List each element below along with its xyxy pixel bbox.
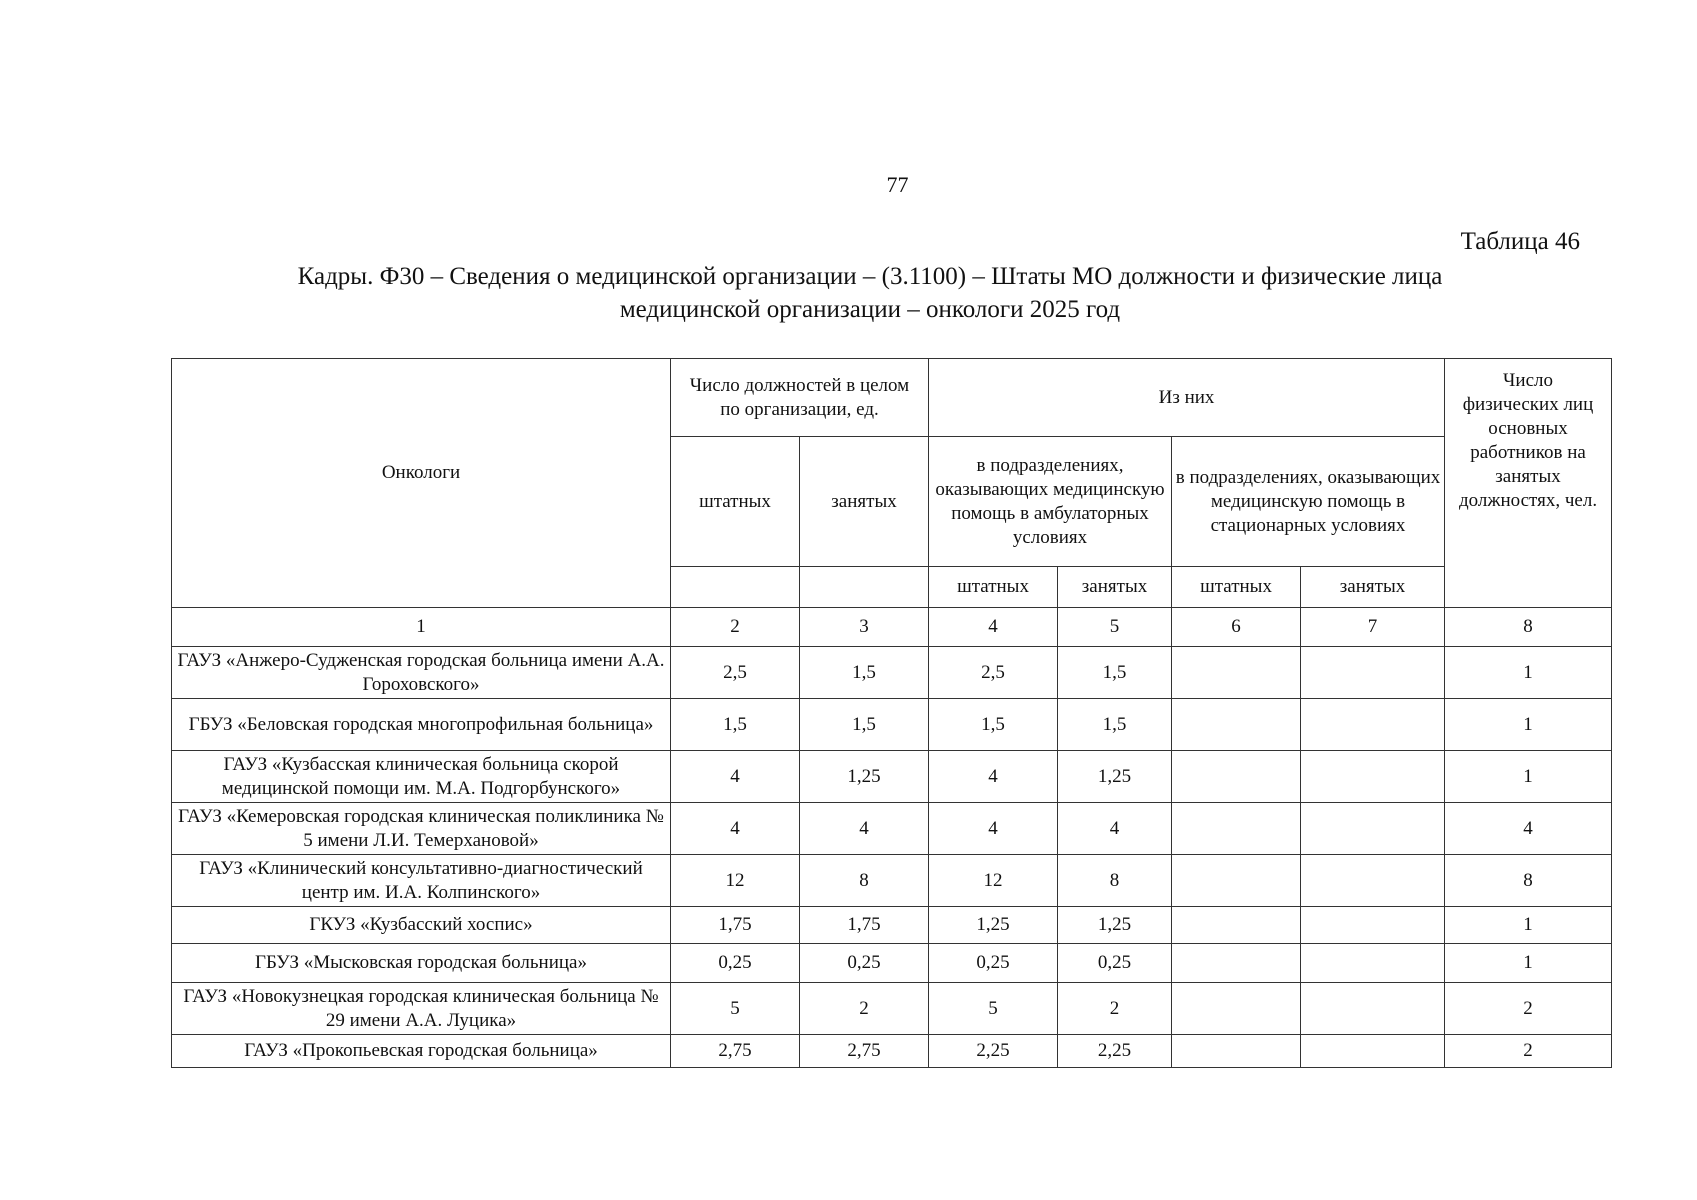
header-occupied: занятых (800, 437, 929, 567)
row-cell: 2 (1445, 1035, 1612, 1068)
row-cell: 1 (1445, 944, 1612, 983)
row-organization: ГБУЗ «Мысковская городская больница» (172, 944, 671, 983)
title-line-1: Кадры. Ф30 – Сведения о медицинской организации – (3.1100) – Штаты МО должности и физические лица (297, 263, 1443, 290)
table-row (172, 855, 1612, 907)
header-inpatient: в подразделениях, оказывающих медицинскую помощь в стационарных условиях (1172, 437, 1445, 567)
row-cell: 1,75 (800, 907, 929, 944)
row-cell: 2,25 (1058, 1035, 1172, 1068)
table-title (170, 260, 1570, 326)
row-cell: 1,25 (1058, 907, 1172, 944)
header-amb-staff: штатных (929, 567, 1058, 608)
row-cell (1172, 803, 1301, 855)
row-cell: 0,25 (800, 944, 929, 983)
title-line-2: медицинской организации – онкологи 2025 год (619, 296, 1121, 323)
row-cell: 1,5 (800, 699, 929, 751)
row-cell: 2,25 (929, 1035, 1058, 1068)
row-cell (1301, 751, 1445, 803)
column-number: 5 (1058, 608, 1172, 647)
table-row (172, 699, 1612, 751)
table-row (172, 907, 1612, 944)
row-cell: 4 (671, 803, 800, 855)
row-cell: 4 (671, 751, 800, 803)
row-cell (1172, 944, 1301, 983)
row-organization: ГАУЗ «Кузбасская клиническая больница скорой медицинской помощи им. М.А. Подгорбунского» (172, 751, 671, 803)
row-cell (1172, 983, 1301, 1035)
row-cell: 5 (929, 983, 1058, 1035)
row-cell (1301, 803, 1445, 855)
row-cell: 1,5 (671, 699, 800, 751)
row-cell: 1,5 (929, 699, 1058, 751)
table-row (172, 751, 1612, 803)
row-cell (1301, 855, 1445, 907)
row-cell: 4 (929, 803, 1058, 855)
table-row (172, 1035, 1612, 1068)
row-cell (1301, 1035, 1445, 1068)
row-cell: 2,75 (671, 1035, 800, 1068)
header-positions-group: Число должностей в целом по организации, ед. (671, 359, 929, 437)
column-number: 6 (1172, 608, 1301, 647)
row-cell: 4 (929, 751, 1058, 803)
column-number: 4 (929, 608, 1058, 647)
row-cell: 8 (1445, 855, 1612, 907)
row-cell (1172, 699, 1301, 751)
row-cell: 2,75 (800, 1035, 929, 1068)
row-cell: 2 (800, 983, 929, 1035)
header-amb-occupied: занятых (1058, 567, 1172, 608)
header-empty-cell (671, 567, 800, 608)
row-cell: 12 (929, 855, 1058, 907)
header-empty-cell (800, 567, 929, 608)
header-ambulatory: в подразделениях, оказывающих медицинскую помощь в амбулаторных условиях (929, 437, 1172, 567)
row-cell: 1 (1445, 699, 1612, 751)
table-row (172, 803, 1612, 855)
header-oncologists: Онкологи (172, 359, 671, 608)
row-cell (1301, 647, 1445, 699)
row-cell: 1 (1445, 751, 1612, 803)
row-organization: ГБУЗ «Беловская городская многопрофильная больница» (172, 699, 671, 751)
row-cell: 4 (1058, 803, 1172, 855)
row-cell: 1,25 (929, 907, 1058, 944)
row-cell (1301, 983, 1445, 1035)
table-row (172, 944, 1612, 983)
row-cell (1301, 699, 1445, 751)
row-organization: ГКУЗ «Кузбасский хоспис» (172, 907, 671, 944)
row-cell: 1 (1445, 907, 1612, 944)
row-cell: 4 (1445, 803, 1612, 855)
row-cell: 8 (1058, 855, 1172, 907)
row-cell (1301, 907, 1445, 944)
table-label: Таблица 46 (1460, 228, 1580, 255)
row-cell: 1,25 (1058, 751, 1172, 803)
row-organization: ГАУЗ «Кемеровская городская клиническая поликлиника № 5 имени Л.И. Темерхановой» (172, 803, 671, 855)
row-organization: ГАУЗ «Анжеро-Судженская городская больница имени А.А. Гороховского» (172, 647, 671, 699)
row-cell: 1,25 (800, 751, 929, 803)
row-cell: 1,5 (1058, 647, 1172, 699)
row-organization: ГАУЗ «Новокузнецкая городская клиническая больница № 29 имени А.А. Луцика» (172, 983, 671, 1035)
header-inp-staff: штатных (1172, 567, 1301, 608)
row-cell: 2,5 (929, 647, 1058, 699)
column-number: 8 (1445, 608, 1612, 647)
row-cell: 12 (671, 855, 800, 907)
row-cell: 0,25 (1058, 944, 1172, 983)
row-cell: 2 (1058, 983, 1172, 1035)
row-cell: 1,5 (1058, 699, 1172, 751)
staff-table (171, 358, 1612, 1068)
row-cell (1172, 855, 1301, 907)
column-number: 3 (800, 608, 929, 647)
column-number: 2 (671, 608, 800, 647)
table-row (172, 983, 1612, 1035)
row-cell (1172, 647, 1301, 699)
header-of-them: Из них (929, 359, 1445, 437)
row-organization: ГАУЗ «Клинический консультативно-диагностический центр им. И.А. Колпинского» (172, 855, 671, 907)
row-cell: 1 (1445, 647, 1612, 699)
row-cell: 8 (800, 855, 929, 907)
column-number: 7 (1301, 608, 1445, 647)
row-cell (1172, 751, 1301, 803)
row-cell: 0,25 (929, 944, 1058, 983)
row-cell: 0,25 (671, 944, 800, 983)
row-organization: ГАУЗ «Прокопьевская городская больница» (172, 1035, 671, 1068)
row-cell (1301, 944, 1445, 983)
header-inp-occupied: занятых (1301, 567, 1445, 608)
header-physical-persons: Число физических лиц основных работников на занятых должностях, чел. (1445, 359, 1612, 608)
row-cell: 2 (1445, 983, 1612, 1035)
page-number: 77 (886, 172, 909, 197)
row-cell: 2,5 (671, 647, 800, 699)
header-staff: штатных (671, 437, 800, 567)
table-body (172, 647, 1612, 1068)
row-cell: 1,75 (671, 907, 800, 944)
row-cell: 1,5 (800, 647, 929, 699)
row-cell: 5 (671, 983, 800, 1035)
table-row (172, 647, 1612, 699)
row-cell: 4 (800, 803, 929, 855)
column-number: 1 (172, 608, 671, 647)
row-cell (1172, 1035, 1301, 1068)
table-header (172, 359, 1612, 647)
row-cell (1172, 907, 1301, 944)
